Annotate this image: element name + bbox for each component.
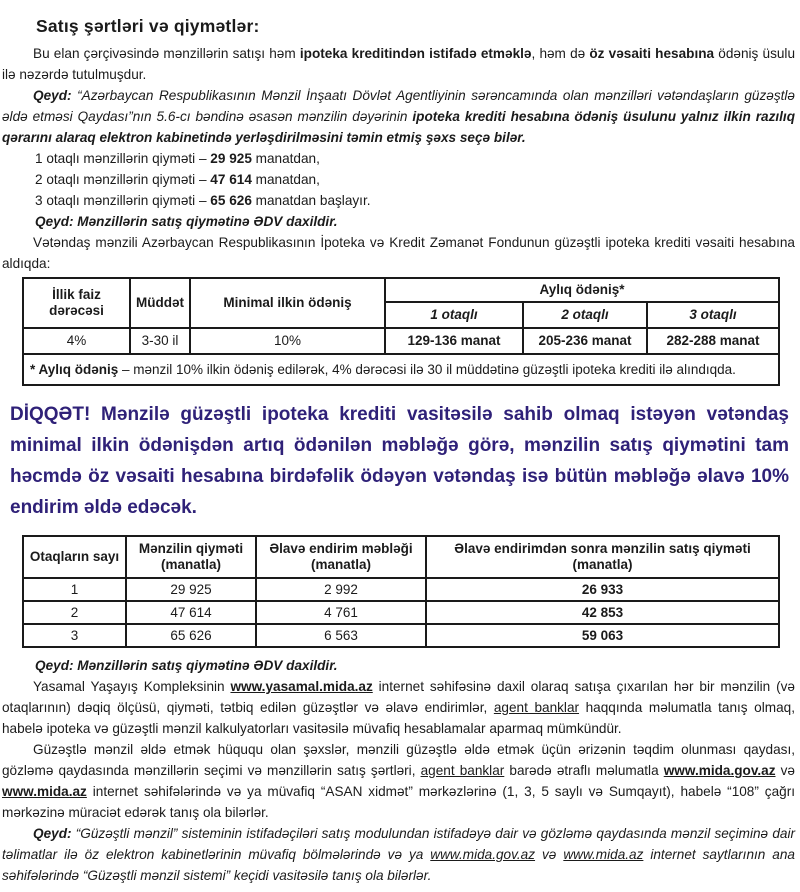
header-monthly-payment: Aylıq ödəniş* <box>385 278 779 302</box>
text-run: və <box>535 847 564 862</box>
link-yasamal-mida-az[interactable]: www.yasamal.mida.az <box>230 679 373 694</box>
cell-monthly-3room: 282-288 manat <box>647 328 779 354</box>
header-extra-discount: Əlavə endirim məbləği (manatla) <box>256 536 426 578</box>
link-mida-az[interactable]: www.mida.az <box>563 847 644 862</box>
access-paragraph <box>2 739 795 823</box>
discount-table <box>22 535 780 648</box>
header-rooms-count: Otaqların sayı <box>23 536 126 578</box>
cell-min-payment-value: 10% <box>190 328 385 354</box>
cell-discount: 2 992 <box>256 578 426 601</box>
table-row <box>23 601 779 624</box>
table-row <box>23 578 779 601</box>
text-run: “Azərbaycan Respublikasının Mənzil İnşaatı Dövlət Agentliyinin sərəncamında olan mənzilləri vətəndaşların güzəştlə əldə etməsi Qaydası”nın 5.6-cı bəndinə əsasən mənzilin dəyərinin <box>2 88 795 124</box>
attention-paragraph: DİQQƏT! Mənzilə güzəştli ipoteka krediti vasitəsilə sahib olmaq istəyən vətəndaş minimal ilkin ödənişdən artıq ödənilən məbləğə görə, mənzilin satış qiymətini tam həcmdə öz vəsaiti hesabına birdəfəlik ödəyən vətəndaş isə bütün məbləğə əlavə 10% endirim əldə edəcək. <box>10 404 789 518</box>
text-run: barədə ətraflı məlumatla <box>504 763 664 778</box>
note-vat-2: Qeyd: Mənzillərin satış qiymətinə ƏDV daxildir. <box>35 658 338 673</box>
cell-final-price: 59 063 <box>426 624 779 647</box>
yasamal-paragraph <box>2 676 795 739</box>
cell-monthly-1room: 129-136 manat <box>385 328 523 354</box>
text-run: internet saytlarının ana səhifələrində “Güzəştli mənzil sistemi” keçidi vasitəsilə tanış ola bilərlər. <box>2 847 795 883</box>
cell-price: 47 614 <box>126 601 256 624</box>
text-run: – mənzil 10% ilkin ödəniş edilərək, 4% dərəcəsi ilə 30 il müddətinə güzəştli ipoteka krediti ilə alındıqda. <box>118 361 736 377</box>
cell-monthly-2room: 205-236 manat <box>523 328 647 354</box>
link-agent-banklar[interactable]: agent banklar <box>493 700 580 715</box>
header-2-room: 2 otaqlı <box>523 302 647 328</box>
text-run: Bu elan çərçivəsində mənzillərin satışı həm <box>33 46 300 61</box>
price-line-1room <box>35 148 795 169</box>
page-title: Satış şərtləri və qiymətlər: <box>36 16 260 36</box>
text-run: internet səhifəsinə daxil olaraq satışa çıxarılan hər bir mənzilin (və otaqlarının) dəqiq ölçüsü, qiyməti, tətbiq edilən güzəştlər və əlavə endirimlər, <box>2 679 795 715</box>
link-mida-az[interactable]: www.mida.az <box>2 784 87 799</box>
link-mida-gov-az[interactable]: www.mida.gov.az <box>430 847 536 862</box>
text-run: , həm də <box>531 46 590 61</box>
header-final-price: Əlavə endirimdən sonra mənzilin satış qiyməti (manatla) <box>426 536 779 578</box>
table-row <box>23 328 779 354</box>
text-run: 3 otaqlı mənzillərin qiyməti – <box>35 193 211 208</box>
cell-final-price: 26 933 <box>426 578 779 601</box>
cell-price: 29 925 <box>126 578 256 601</box>
text-run: 1 otaqlı mənzillərin qiyməti – <box>35 151 211 166</box>
note-agency-paragraph <box>2 85 795 148</box>
header-apartment-price: Mənzilin qiyməti (manatla) <box>126 536 256 578</box>
link-agent-banklar[interactable]: agent banklar <box>420 763 505 778</box>
citizen-paragraph: Vətəndaş mənzili Azərbaycan Respublikasının İpoteka və Kredit Zəmanət Fondunun güzəştli ipoteka krediti vəsaiti hesabına aldıqda: <box>2 235 795 271</box>
link-mida-gov-az[interactable]: www.mida.gov.az <box>663 763 776 778</box>
text-run: 65 626 <box>210 193 252 208</box>
mortgage-table <box>22 277 780 386</box>
table-row <box>23 624 779 647</box>
text-run: * Aylıq ödəniş <box>30 361 119 377</box>
text-run: manatdan, <box>251 151 320 166</box>
text-run: Güzəştlə mənzil əldə etmək hüququ olan şəxslər, mənzili güzəştlə əldə etmək üçün ərizənin təqdim olunması qaydası, gözləmə qaydasında mənzillərin seçimi və mənzillərin satış şərtləri, <box>2 742 795 778</box>
text-run: öz vəsaiti hesabına <box>589 46 715 61</box>
intro-paragraph <box>2 43 795 85</box>
text-run: və <box>775 763 795 778</box>
header-annual-rate: İllik faiz dərəcəsi <box>23 278 130 328</box>
text-run: manatdan başlayır. <box>251 193 371 208</box>
header-min-initial-payment: Minimal ilkin ödəniş <box>190 278 385 328</box>
text-run: ödəniş üsulu ilə nəzərdə tutulmuşdur. <box>2 46 796 82</box>
header-3-room: 3 otaqlı <box>647 302 779 328</box>
text-run: Qeyd: <box>33 826 72 841</box>
text-run: ipoteka kreditindən istifadə etməklə <box>299 46 532 61</box>
cell-term-value: 3-30 il <box>130 328 190 354</box>
text-run: 2 otaqlı mənzillərin qiyməti – <box>35 172 211 187</box>
text-run: Qeyd: <box>33 88 72 103</box>
cell-final-price: 42 853 <box>426 601 779 624</box>
cell-rate-value: 4% <box>23 328 130 354</box>
cell-discount: 4 761 <box>256 601 426 624</box>
cell-price: 65 626 <box>126 624 256 647</box>
note-vat: Qeyd: Mənzillərin satış qiymətinə ƏDV daxildir. <box>35 214 338 229</box>
table-footnote <box>23 354 779 385</box>
text-run: Yasamal Yaşayış Kompleksinin <box>33 679 231 694</box>
cell-rooms: 3 <box>23 624 126 647</box>
text-run: 29 925 <box>210 151 252 166</box>
header-1-room: 1 otaqlı <box>385 302 523 328</box>
note-system-paragraph <box>2 823 795 886</box>
cell-discount: 6 563 <box>256 624 426 647</box>
text-run: ipoteka krediti hesabına ödəniş üsulunu yalnız ilkin razılıq qərarını alaraq elektron kabinetində yerləşdirilməsini təmin etmiş şəxs seçə bilər. <box>2 109 795 145</box>
text-run: 47 614 <box>210 172 252 187</box>
text-run: “Güzəştli mənzil” sisteminin istifadəçiləri satış modulundan istifadəyə dair və gözləmə qaydasında mənzil seçiminə dair təlimatlar ilə öz elektron kabinetlərinin müvafiq bölmələrində və ya <box>2 826 795 862</box>
cell-rooms: 2 <box>23 601 126 624</box>
text-run: manatdan, <box>251 172 320 187</box>
price-line-3room <box>35 190 795 211</box>
text-run: haqqında məlumatla tanış olmaq, habelə ipoteka və güzəştli mənzil kalkulyatorları vasitəsilə müvafiq hesablamalar aparmaq mümkündür. <box>2 700 795 736</box>
header-term: Müddət <box>130 278 190 328</box>
price-line-2room <box>35 169 795 190</box>
cell-rooms: 1 <box>23 578 126 601</box>
text-run: internet səhifələrində və ya müvafiq “ASAN xidmət” mərkəzlərinə (1, 3, 5 saylı və Sumqayıt), habelə “108” çağrı mərkəzinə müraciət edərək tanış ola bilərlər. <box>2 784 795 820</box>
